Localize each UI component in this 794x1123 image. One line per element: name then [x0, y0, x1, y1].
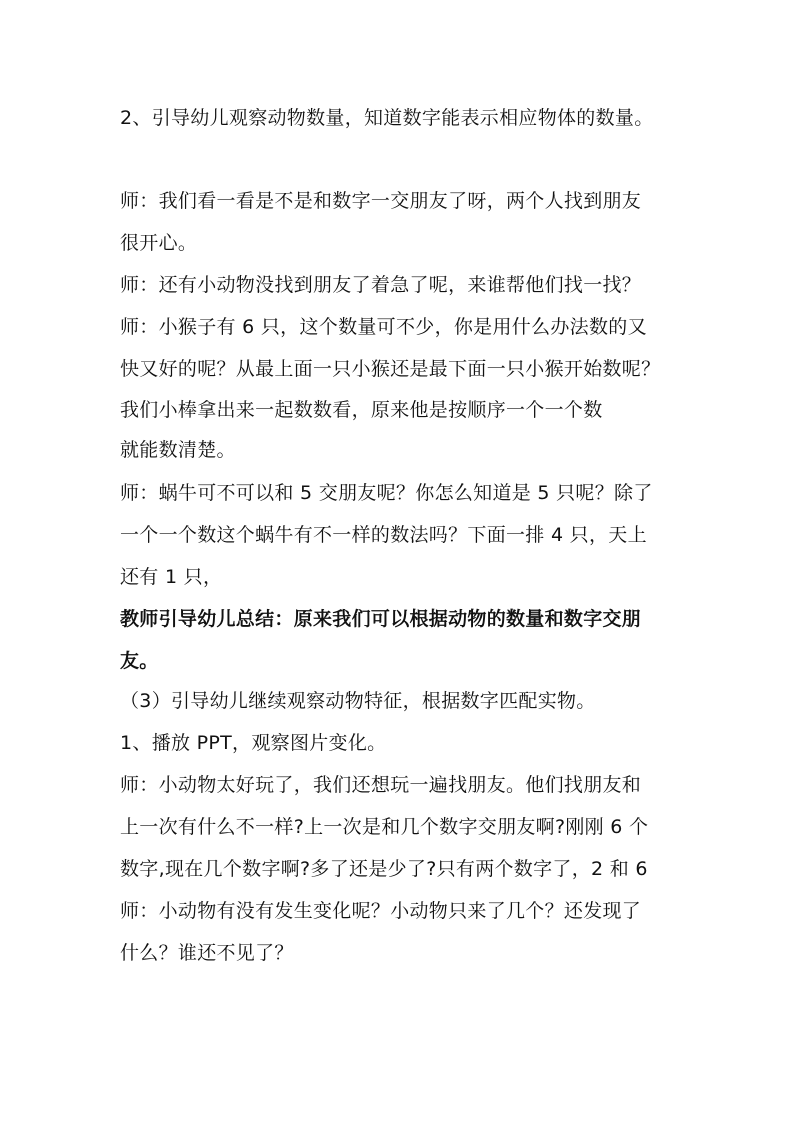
text-line: 一个一个数这个蜗牛有不一样的数法吗？下面一排 4 只，天上	[120, 524, 647, 546]
text-line: 还有 1 只，	[120, 566, 223, 588]
summary-heading-line: 教师引导幼儿总结：原来我们可以根据动物的数量和数字交朋	[120, 608, 642, 630]
text-line: 师：还有小动物没找到朋友了着急了呢，来谁帮他们找一找？	[120, 274, 642, 296]
text-line: 快又好的呢？从最上面一只小猴还是最下面一只小猴开始数呢？	[120, 358, 661, 380]
text-line: 数字,现在几个数字啊?多了还是少了?只有两个数字了，2 和 6	[120, 858, 648, 880]
text-line: 上一次有什么不一样?上一次是和几个数字交朋友啊?刚刚 6 个	[120, 816, 649, 838]
text-line: 1、播放 PPT，观察图片变化。	[120, 732, 387, 754]
summary-heading-line: 友。	[120, 650, 159, 672]
text-line: 就能数清楚。	[120, 439, 236, 461]
text-line: （3）引导幼儿继续观察动物特征，根据数字匹配实物。	[120, 690, 596, 712]
text-line: 师：小猴子有 6 只，这个数量可不少，你是用什么办法数的又	[120, 316, 647, 338]
text-line: 师：我们看一看是不是和数字一交朋友了呀，两个人找到朋友	[120, 190, 642, 212]
text-line: 师：蜗牛可不可以和 5 交朋友呢？你怎么知道是 5 只呢？除了	[120, 482, 653, 504]
text-line: 什么？谁还不见了？	[120, 942, 294, 964]
text-line: 师：小动物有没有发生变化呢？小动物只来了几个？还发现了	[120, 900, 642, 922]
text-line: 很开心。	[120, 232, 198, 254]
text-line: 师：小动物太好玩了，我们还想玩一遍找朋友。他们找朋友和	[120, 774, 642, 796]
text-line: 我们小棒拿出来一起数数看，原来他是按顺序一个一个数	[120, 399, 603, 421]
text-line: 2、引导幼儿观察动物数量，知道数字能表示相应物体的数量。	[120, 107, 654, 129]
